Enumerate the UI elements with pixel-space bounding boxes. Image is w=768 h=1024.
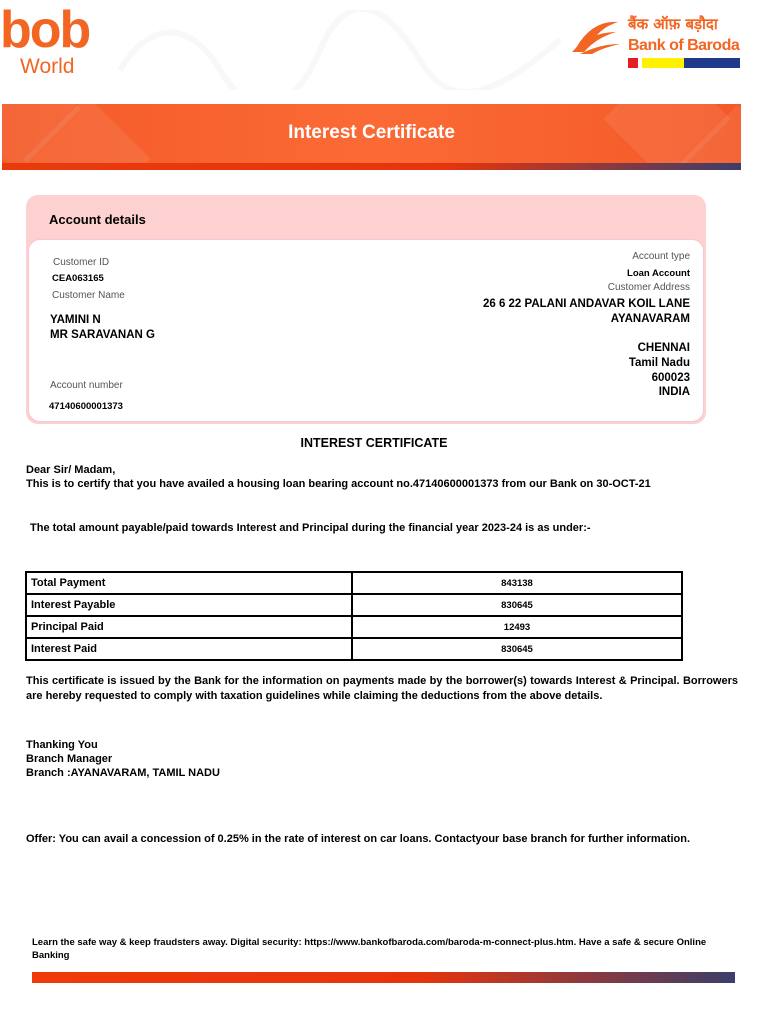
account-details-body — [28, 239, 704, 422]
bank-logo-flag-strip — [628, 58, 740, 68]
customer-name-label: Customer Name — [52, 290, 125, 301]
row-value: 830645 — [352, 638, 682, 660]
banner-title: Interest Certificate — [288, 122, 455, 143]
row-label: Interest Payable — [26, 594, 352, 616]
closing-branch: Branch :AYANAVARAM, TAMIL NADU — [26, 767, 220, 779]
title-banner — [2, 104, 741, 170]
disclaimer-paragraph: This certificate is issued by the Bank for the information on payments made by the borrower(s) towards Interest & Principal. Borrowers are hereby requested to comply with taxation guidelines while claiming the deductions from the above details. — [26, 675, 738, 702]
bank-of-baroda-logo — [570, 16, 745, 72]
account-number-value: 47140600001373 — [49, 401, 123, 412]
closing-thanks: Thanking You — [26, 739, 98, 751]
customer-id-label: Customer ID — [53, 257, 110, 268]
baroda-sun-emblem-icon — [570, 18, 622, 56]
customer-name-2: MR SARAVANAN G — [50, 329, 155, 341]
bob-world-logo — [0, 1, 120, 80]
address-line-6: INDIA — [658, 386, 690, 398]
payment-table — [25, 571, 683, 661]
row-label: Principal Paid — [26, 616, 352, 638]
address-line-4: Tamil Nadu — [628, 357, 690, 369]
row-value: 830645 — [352, 594, 682, 616]
bob-logo-main: bob — [0, 1, 90, 59]
watermark-pattern — [110, 10, 570, 90]
customer-name-1: YAMINI N — [50, 314, 101, 326]
customer-id-value: CEA063165 — [52, 273, 104, 284]
financial-year-line: The total amount payable/paid towards Interest and Principal during the financial year 2023-24 is as under:- — [30, 522, 591, 534]
table-row — [26, 638, 682, 660]
account-type-label: Account type — [632, 251, 690, 262]
address-line-3: CHENNAI — [637, 342, 690, 354]
banner-stripe — [2, 163, 741, 170]
row-label: Interest Paid — [26, 638, 352, 660]
address-line-1: 26 6 22 PALANI ANDAVAR KOIL LANE — [482, 298, 690, 310]
security-footer-text: Learn the safe way & keep fraudsters away. Digital security: https://www.bankofbaroda.com/baroda-m-connect-plus.htm. Have a safe & secure Online Banking — [32, 937, 707, 961]
account-number-label: Account number — [50, 380, 123, 391]
table-row — [26, 572, 682, 594]
certificate-heading: INTEREST CERTIFICATE — [300, 436, 448, 450]
salutation: Dear Sir/ Madam, — [26, 464, 116, 476]
bank-logo-hindi: बैंक ऑफ़ बड़ौदा — [628, 15, 718, 33]
bank-logo-english: Bank of Baroda — [628, 37, 740, 54]
address-line-2: AYANAVARAM — [610, 313, 690, 325]
address-line-5: 600023 — [651, 372, 690, 384]
table-row — [26, 594, 682, 616]
certify-line: This is to certify that you have availed a housing loan bearing account no.47140600001373 from our Bank on 30-OCT-21 — [26, 478, 651, 490]
customer-address-label: Customer Address — [607, 282, 690, 293]
row-value: 843138 — [352, 572, 682, 594]
offer-line: Offer: You can avail a concession of 0.25% in the rate of interest on car loans. Contactyour base branch for further information. — [26, 833, 691, 845]
closing-signatory: Branch Manager — [26, 753, 113, 765]
table-row — [26, 616, 682, 638]
row-value: 12493 — [352, 616, 682, 638]
account-type-value: Loan Account — [627, 268, 690, 279]
account-details-card — [26, 195, 706, 424]
account-details-title: Account details — [49, 212, 146, 227]
footer-bar — [32, 972, 735, 983]
bob-logo-sub: World — [20, 55, 75, 78]
row-label: Total Payment — [26, 572, 352, 594]
